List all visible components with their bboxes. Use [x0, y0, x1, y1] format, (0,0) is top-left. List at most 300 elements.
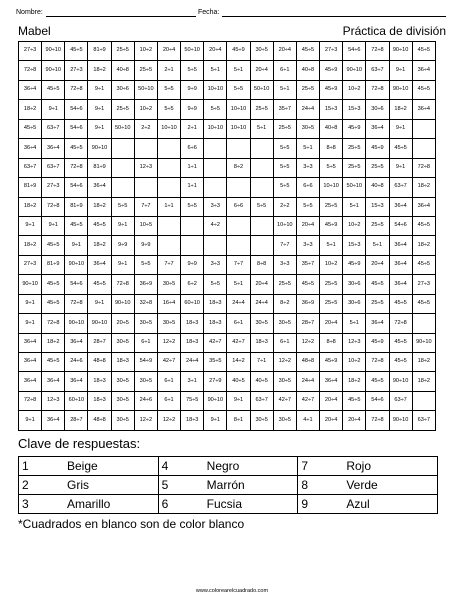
- grid-cell[interactable]: 45÷5: [296, 42, 319, 61]
- grid-cell[interactable]: 10÷2: [320, 255, 343, 274]
- grid-cell[interactable]: 18÷3: [181, 411, 204, 431]
- grid-cell[interactable]: 45÷5: [88, 275, 111, 294]
- grid-cell[interactable]: 36÷4: [412, 61, 435, 80]
- grid-cell[interactable]: 36÷4: [42, 411, 65, 431]
- grid-cell[interactable]: 30÷5: [111, 391, 134, 410]
- grid-cell[interactable]: 36÷4: [320, 372, 343, 391]
- grid-cell[interactable]: [204, 158, 227, 177]
- grid-cell[interactable]: 50÷10: [111, 119, 134, 138]
- grid-cell[interactable]: 5÷5: [273, 158, 296, 177]
- grid-cell[interactable]: 18÷2: [389, 100, 412, 119]
- grid-cell[interactable]: 45÷9: [320, 61, 343, 80]
- grid-cell[interactable]: 32÷8: [134, 294, 157, 313]
- grid-cell[interactable]: 25÷5: [296, 80, 319, 99]
- grid-cell[interactable]: 45÷5: [42, 275, 65, 294]
- grid-cell[interactable]: 40÷5: [250, 372, 273, 391]
- grid-cell[interactable]: 9÷9: [134, 236, 157, 255]
- grid-cell[interactable]: 45÷5: [19, 119, 42, 138]
- grid-cell[interactable]: 18÷2: [412, 372, 435, 391]
- grid-cell[interactable]: 18÷2: [412, 353, 435, 372]
- grid-cell[interactable]: [412, 314, 435, 333]
- grid-cell[interactable]: 60÷10: [181, 294, 204, 313]
- grid-cell[interactable]: 5÷5: [273, 139, 296, 158]
- grid-cell[interactable]: 18÷3: [88, 391, 111, 410]
- grid-cell[interactable]: 27÷9: [204, 372, 227, 391]
- grid-cell[interactable]: 6÷1: [273, 333, 296, 352]
- grid-cell[interactable]: 72÷8: [366, 411, 389, 431]
- grid-cell[interactable]: 75÷5: [181, 391, 204, 410]
- grid-cell[interactable]: 18÷3: [181, 333, 204, 352]
- grid-cell[interactable]: 90÷10: [42, 61, 65, 80]
- grid-cell[interactable]: 45÷5: [42, 353, 65, 372]
- grid-cell[interactable]: 36÷4: [19, 353, 42, 372]
- grid-cell[interactable]: 9÷9: [181, 100, 204, 119]
- grid-cell[interactable]: 90÷10: [389, 372, 412, 391]
- grid-cell[interactable]: 36÷4: [88, 178, 111, 197]
- grid-cell[interactable]: 90÷10: [88, 314, 111, 333]
- grid-cell[interactable]: 35÷5: [204, 353, 227, 372]
- grid-cell[interactable]: 3÷3: [296, 158, 319, 177]
- grid-cell[interactable]: 9÷1: [88, 80, 111, 99]
- grid-cell[interactable]: 60÷10: [65, 391, 88, 410]
- grid-cell[interactable]: 81÷9: [65, 197, 88, 216]
- grid-cell[interactable]: 63÷7: [389, 391, 412, 410]
- grid-cell[interactable]: 25÷5: [250, 100, 273, 119]
- grid-cell[interactable]: 9÷1: [111, 255, 134, 274]
- grid-cell[interactable]: 12÷2: [296, 333, 319, 352]
- grid-cell[interactable]: 18÷2: [88, 61, 111, 80]
- grid-cell[interactable]: 90÷10: [389, 42, 412, 61]
- grid-cell[interactable]: 30÷5: [296, 119, 319, 138]
- grid-cell[interactable]: 90÷10: [412, 333, 435, 352]
- grid-cell[interactable]: 7÷7: [157, 255, 180, 274]
- grid-cell[interactable]: 72÷8: [389, 314, 412, 333]
- grid-cell[interactable]: 72÷8: [65, 294, 88, 313]
- grid-cell[interactable]: 24÷6: [65, 353, 88, 372]
- grid-cell[interactable]: 54÷6: [65, 178, 88, 197]
- grid-cell[interactable]: [412, 139, 435, 158]
- grid-cell[interactable]: 72÷8: [65, 158, 88, 177]
- grid-cell[interactable]: 5÷1: [204, 61, 227, 80]
- grid-cell[interactable]: [157, 158, 180, 177]
- grid-cell[interactable]: 48÷8: [296, 353, 319, 372]
- grid-cell[interactable]: 72÷8: [366, 80, 389, 99]
- grid-cell[interactable]: 36÷4: [88, 255, 111, 274]
- grid-cell[interactable]: [250, 178, 273, 197]
- grid-cell[interactable]: 72÷8: [366, 353, 389, 372]
- grid-cell[interactable]: 10÷10: [204, 119, 227, 138]
- grid-cell[interactable]: 25÷5: [320, 275, 343, 294]
- grid-cell[interactable]: 25÷5: [343, 139, 366, 158]
- grid-cell[interactable]: 9÷1: [88, 294, 111, 313]
- grid-cell[interactable]: 45÷5: [412, 216, 435, 235]
- grid-cell[interactable]: 20÷4: [320, 314, 343, 333]
- grid-cell[interactable]: 30÷5: [273, 314, 296, 333]
- grid-cell[interactable]: 36÷4: [412, 197, 435, 216]
- grid-cell[interactable]: 40÷8: [296, 61, 319, 80]
- grid-cell[interactable]: [227, 178, 250, 197]
- grid-cell[interactable]: 20÷4: [273, 42, 296, 61]
- grid-cell[interactable]: 27÷3: [19, 42, 42, 61]
- grid-cell[interactable]: 10÷2: [134, 100, 157, 119]
- grid-cell[interactable]: 10÷2: [343, 80, 366, 99]
- grid-cell[interactable]: 18÷2: [412, 236, 435, 255]
- grid-cell[interactable]: 4÷1: [296, 411, 319, 431]
- grid-cell[interactable]: 90÷10: [65, 255, 88, 274]
- grid-cell[interactable]: 24÷4: [227, 294, 250, 313]
- grid-cell[interactable]: 15÷3: [343, 100, 366, 119]
- grid-cell[interactable]: 25÷5: [366, 216, 389, 235]
- grid-cell[interactable]: 30÷6: [343, 294, 366, 313]
- grid-cell[interactable]: 36÷4: [366, 314, 389, 333]
- grid-cell[interactable]: 8÷2: [227, 158, 250, 177]
- grid-cell[interactable]: 1÷1: [181, 158, 204, 177]
- grid-cell[interactable]: 72÷8: [42, 197, 65, 216]
- grid-cell[interactable]: 50÷10: [250, 80, 273, 99]
- grid-cell[interactable]: 5÷1: [296, 139, 319, 158]
- grid-cell[interactable]: 45÷5: [389, 353, 412, 372]
- grid-cell[interactable]: 10÷10: [157, 119, 180, 138]
- grid-cell[interactable]: 63÷7: [412, 411, 435, 431]
- grid-cell[interactable]: 81÷9: [42, 255, 65, 274]
- grid-cell[interactable]: 54÷6: [65, 119, 88, 138]
- grid-cell[interactable]: 45÷9: [343, 119, 366, 138]
- grid-cell[interactable]: 5÷1: [227, 275, 250, 294]
- grid-cell[interactable]: 5÷5: [157, 80, 180, 99]
- grid-cell[interactable]: 1÷1: [157, 197, 180, 216]
- grid-cell[interactable]: 18÷2: [42, 333, 65, 352]
- grid-cell[interactable]: 27÷3: [19, 255, 42, 274]
- grid-cell[interactable]: 12÷2: [157, 333, 180, 352]
- grid-cell[interactable]: [134, 139, 157, 158]
- grid-cell[interactable]: 36÷4: [65, 372, 88, 391]
- grid-cell[interactable]: 30÷5: [111, 333, 134, 352]
- grid-cell[interactable]: 45÷5: [412, 294, 435, 313]
- grid-cell[interactable]: [227, 216, 250, 235]
- grid-cell[interactable]: 5÷1: [343, 314, 366, 333]
- grid-cell[interactable]: 5÷5: [157, 100, 180, 119]
- grid-cell[interactable]: 45÷9: [320, 80, 343, 99]
- grid-cell[interactable]: 45÷5: [366, 372, 389, 391]
- grid-cell[interactable]: 5÷5: [204, 100, 227, 119]
- grid-cell[interactable]: 30÷5: [134, 372, 157, 391]
- grid-cell[interactable]: 63÷7: [42, 158, 65, 177]
- grid-cell[interactable]: 36÷4: [389, 236, 412, 255]
- grid-cell[interactable]: 5÷5: [181, 61, 204, 80]
- grid-cell[interactable]: 25÷5: [320, 294, 343, 313]
- grid-cell[interactable]: 9÷1: [19, 411, 42, 431]
- grid-cell[interactable]: 36÷4: [366, 119, 389, 138]
- grid-cell[interactable]: 12÷2: [134, 411, 157, 431]
- grid-cell[interactable]: 48÷8: [88, 353, 111, 372]
- grid-cell[interactable]: 15÷3: [320, 100, 343, 119]
- grid-cell[interactable]: 36÷4: [65, 333, 88, 352]
- grid-cell[interactable]: 50÷10: [343, 178, 366, 197]
- grid-cell[interactable]: 18÷2: [19, 197, 42, 216]
- grid-cell[interactable]: 7÷1: [250, 353, 273, 372]
- grid-cell[interactable]: 10÷10: [227, 100, 250, 119]
- grid-cell[interactable]: 24÷4: [250, 294, 273, 313]
- grid-cell[interactable]: 40÷8: [320, 119, 343, 138]
- grid-cell[interactable]: 12÷3: [134, 158, 157, 177]
- grid-cell[interactable]: [157, 236, 180, 255]
- grid-cell[interactable]: 9÷1: [389, 61, 412, 80]
- grid-cell[interactable]: 25÷5: [273, 119, 296, 138]
- grid-cell[interactable]: 1÷1: [181, 178, 204, 197]
- grid-cell[interactable]: 18÷2: [88, 197, 111, 216]
- grid-cell[interactable]: 45÷5: [412, 255, 435, 274]
- grid-cell[interactable]: 10÷2: [343, 353, 366, 372]
- grid-cell[interactable]: 45÷5: [343, 391, 366, 410]
- grid-cell[interactable]: 18÷3: [250, 333, 273, 352]
- grid-cell[interactable]: 20÷4: [366, 255, 389, 274]
- grid-cell[interactable]: 42÷7: [157, 353, 180, 372]
- grid-cell[interactable]: [157, 178, 180, 197]
- grid-cell[interactable]: 45÷9: [343, 255, 366, 274]
- grid-cell[interactable]: [157, 216, 180, 235]
- grid-cell[interactable]: 4÷2: [204, 216, 227, 235]
- grid-cell[interactable]: 18÷2: [412, 178, 435, 197]
- grid-cell[interactable]: 9÷1: [204, 411, 227, 431]
- grid-cell[interactable]: 18÷2: [19, 100, 42, 119]
- grid-cell[interactable]: 30÷6: [366, 100, 389, 119]
- grid-cell[interactable]: 54÷9: [134, 353, 157, 372]
- grid-cell[interactable]: 10÷10: [320, 178, 343, 197]
- grid-cell[interactable]: 45÷9: [227, 42, 250, 61]
- grid-cell[interactable]: 16÷4: [157, 294, 180, 313]
- grid-cell[interactable]: 40÷8: [366, 178, 389, 197]
- grid-cell[interactable]: 27÷3: [412, 275, 435, 294]
- grid-cell[interactable]: 5÷1: [366, 236, 389, 255]
- grid-cell[interactable]: 5÷1: [320, 236, 343, 255]
- grid-cell[interactable]: 35÷7: [296, 255, 319, 274]
- grid-cell[interactable]: 50÷10: [134, 80, 157, 99]
- grid-cell[interactable]: 2÷2: [134, 119, 157, 138]
- grid-cell[interactable]: 54÷6: [366, 391, 389, 410]
- grid-cell[interactable]: 18÷2: [19, 236, 42, 255]
- grid-cell[interactable]: 20÷4: [343, 411, 366, 431]
- grid-cell[interactable]: 28÷7: [65, 411, 88, 431]
- grid-cell[interactable]: 20÷4: [296, 216, 319, 235]
- grid-cell[interactable]: 63÷7: [250, 391, 273, 410]
- grid-cell[interactable]: 10÷10: [204, 80, 227, 99]
- grid-cell[interactable]: 24÷4: [296, 100, 319, 119]
- grid-cell[interactable]: 54÷6: [65, 275, 88, 294]
- grid-cell[interactable]: 7÷7: [273, 236, 296, 255]
- grid-cell[interactable]: 25÷5: [320, 197, 343, 216]
- grid-cell[interactable]: 12÷3: [343, 333, 366, 352]
- grid-cell[interactable]: [250, 216, 273, 235]
- grid-cell[interactable]: [134, 178, 157, 197]
- grid-cell[interactable]: 8÷8: [320, 139, 343, 158]
- grid-cell[interactable]: 42÷7: [227, 333, 250, 352]
- grid-cell[interactable]: 5÷1: [250, 119, 273, 138]
- name-line[interactable]: [46, 16, 196, 17]
- grid-cell[interactable]: 20÷4: [204, 42, 227, 61]
- grid-cell[interactable]: 9÷1: [389, 119, 412, 138]
- grid-cell[interactable]: 63÷7: [19, 158, 42, 177]
- grid-cell[interactable]: 24÷4: [181, 353, 204, 372]
- grid-cell[interactable]: 36÷4: [389, 275, 412, 294]
- grid-cell[interactable]: 7÷7: [227, 255, 250, 274]
- grid-cell[interactable]: 5÷5: [181, 197, 204, 216]
- grid-cell[interactable]: 18÷3: [111, 353, 134, 372]
- grid-cell[interactable]: 6÷1: [157, 391, 180, 410]
- grid-cell[interactable]: 8÷2: [273, 294, 296, 313]
- grid-cell[interactable]: 12÷3: [42, 391, 65, 410]
- grid-cell[interactable]: 25÷5: [134, 61, 157, 80]
- grid-cell[interactable]: 9÷1: [19, 314, 42, 333]
- grid-cell[interactable]: 54÷6: [343, 42, 366, 61]
- grid-cell[interactable]: 6÷2: [181, 275, 204, 294]
- grid-cell[interactable]: 27÷3: [320, 42, 343, 61]
- grid-cell[interactable]: 3÷3: [273, 255, 296, 274]
- grid-cell[interactable]: 36÷4: [412, 100, 435, 119]
- grid-cell[interactable]: 63÷7: [42, 119, 65, 138]
- grid-cell[interactable]: 90÷10: [65, 314, 88, 333]
- grid-cell[interactable]: 5÷5: [227, 80, 250, 99]
- grid-cell[interactable]: 90÷10: [111, 294, 134, 313]
- grid-cell[interactable]: 5÷5: [134, 255, 157, 274]
- grid-cell[interactable]: 18÷3: [181, 314, 204, 333]
- grid-cell[interactable]: 9÷1: [389, 158, 412, 177]
- grid-cell[interactable]: 18÷3: [204, 314, 227, 333]
- grid-cell[interactable]: 54÷6: [65, 100, 88, 119]
- grid-cell[interactable]: 20÷4: [320, 411, 343, 431]
- grid-cell[interactable]: 45÷5: [42, 236, 65, 255]
- grid-cell[interactable]: 63÷7: [389, 178, 412, 197]
- grid-cell[interactable]: 45÷9: [320, 216, 343, 235]
- grid-cell[interactable]: 40÷5: [227, 372, 250, 391]
- grid-cell[interactable]: 42÷7: [273, 391, 296, 410]
- grid-cell[interactable]: 20÷4: [157, 42, 180, 61]
- grid-cell[interactable]: 40÷8: [111, 61, 134, 80]
- grid-cell[interactable]: 25÷5: [111, 100, 134, 119]
- grid-cell[interactable]: 45÷5: [389, 333, 412, 352]
- grid-cell[interactable]: 30÷5: [111, 372, 134, 391]
- grid-cell[interactable]: 6÷1: [157, 372, 180, 391]
- grid-cell[interactable]: 9÷1: [42, 216, 65, 235]
- grid-cell[interactable]: 81÷9: [88, 42, 111, 61]
- grid-cell[interactable]: 30÷5: [273, 411, 296, 431]
- grid-cell[interactable]: 20÷4: [250, 275, 273, 294]
- grid-cell[interactable]: 45÷5: [412, 80, 435, 99]
- grid-cell[interactable]: 9÷9: [181, 80, 204, 99]
- grid-cell[interactable]: 9÷9: [181, 255, 204, 274]
- grid-cell[interactable]: 8÷8: [320, 333, 343, 352]
- grid-cell[interactable]: 63÷7: [366, 61, 389, 80]
- grid-cell[interactable]: 10÷2: [343, 216, 366, 235]
- grid-cell[interactable]: 36÷4: [19, 80, 42, 99]
- grid-cell[interactable]: 90÷10: [88, 139, 111, 158]
- grid-cell[interactable]: 90÷10: [42, 42, 65, 61]
- grid-cell[interactable]: 45÷5: [42, 294, 65, 313]
- grid-cell[interactable]: 2÷2: [273, 197, 296, 216]
- grid-cell[interactable]: 45÷5: [389, 139, 412, 158]
- grid-cell[interactable]: 3÷3: [296, 236, 319, 255]
- grid-cell[interactable]: 42÷7: [296, 391, 319, 410]
- grid-cell[interactable]: 5÷5: [296, 197, 319, 216]
- grid-cell[interactable]: 15÷3: [366, 197, 389, 216]
- grid-cell[interactable]: 18÷3: [88, 372, 111, 391]
- grid-cell[interactable]: 45÷5: [65, 216, 88, 235]
- grid-cell[interactable]: 30÷5: [273, 372, 296, 391]
- grid-cell[interactable]: 9÷1: [42, 100, 65, 119]
- grid-cell[interactable]: 28÷7: [88, 333, 111, 352]
- grid-cell[interactable]: 18÷3: [204, 294, 227, 313]
- grid-cell[interactable]: 3÷3: [204, 255, 227, 274]
- grid-cell[interactable]: 45÷5: [65, 42, 88, 61]
- grid-cell[interactable]: [204, 236, 227, 255]
- grid-cell[interactable]: 6÷1: [227, 314, 250, 333]
- grid-cell[interactable]: 48÷8: [88, 411, 111, 431]
- grid-cell[interactable]: 30÷5: [157, 275, 180, 294]
- grid-cell[interactable]: 15÷3: [343, 236, 366, 255]
- grid-cell[interactable]: 45÷5: [88, 216, 111, 235]
- grid-cell[interactable]: 27÷3: [42, 178, 65, 197]
- grid-cell[interactable]: 3÷1: [181, 372, 204, 391]
- grid-cell[interactable]: 24÷4: [296, 372, 319, 391]
- grid-cell[interactable]: 6÷1: [134, 333, 157, 352]
- grid-cell[interactable]: 6÷6: [227, 197, 250, 216]
- grid-cell[interactable]: [204, 139, 227, 158]
- grid-cell[interactable]: 81÷9: [19, 178, 42, 197]
- date-line[interactable]: [222, 16, 446, 17]
- grid-cell[interactable]: 50÷10: [181, 42, 204, 61]
- grid-cell[interactable]: 72÷8: [19, 391, 42, 410]
- grid-cell[interactable]: 20÷4: [250, 61, 273, 80]
- grid-cell[interactable]: 10÷2: [134, 42, 157, 61]
- grid-cell[interactable]: 6÷1: [273, 61, 296, 80]
- grid-cell[interactable]: 9÷9: [111, 236, 134, 255]
- grid-cell[interactable]: 25÷5: [111, 42, 134, 61]
- grid-cell[interactable]: 2÷1: [181, 119, 204, 138]
- grid-cell[interactable]: [111, 139, 134, 158]
- grid-cell[interactable]: 20÷4: [320, 391, 343, 410]
- grid-cell[interactable]: 5÷1: [343, 197, 366, 216]
- grid-cell[interactable]: 72÷8: [42, 314, 65, 333]
- grid-cell[interactable]: 36÷4: [19, 372, 42, 391]
- grid-cell[interactable]: 90÷10: [19, 275, 42, 294]
- grid-cell[interactable]: 25÷5: [366, 158, 389, 177]
- grid-cell[interactable]: 36÷4: [42, 139, 65, 158]
- grid-cell[interactable]: 45÷5: [65, 139, 88, 158]
- grid-cell[interactable]: [181, 236, 204, 255]
- grid-cell[interactable]: 12÷2: [273, 353, 296, 372]
- grid-cell[interactable]: 72÷8: [111, 275, 134, 294]
- grid-cell[interactable]: 20÷5: [111, 314, 134, 333]
- grid-cell[interactable]: 5÷5: [250, 197, 273, 216]
- grid-cell[interactable]: 2÷1: [157, 61, 180, 80]
- grid-cell[interactable]: 72÷8: [65, 80, 88, 99]
- grid-cell[interactable]: 90÷10: [389, 80, 412, 99]
- grid-cell[interactable]: 45÷5: [389, 294, 412, 313]
- grid-cell[interactable]: 18÷2: [343, 372, 366, 391]
- grid-cell[interactable]: 9÷1: [88, 100, 111, 119]
- grid-cell[interactable]: 72÷8: [19, 61, 42, 80]
- grid-cell[interactable]: 42÷7: [204, 333, 227, 352]
- grid-cell[interactable]: 6÷6: [181, 139, 204, 158]
- grid-cell[interactable]: 24÷6: [134, 391, 157, 410]
- grid-cell[interactable]: 25÷5: [343, 158, 366, 177]
- grid-cell[interactable]: [412, 119, 435, 138]
- grid-cell[interactable]: 12÷2: [157, 411, 180, 431]
- grid-cell[interactable]: 36÷4: [19, 333, 42, 352]
- grid-cell[interactable]: 72÷8: [412, 158, 435, 177]
- grid-cell[interactable]: 10÷5: [134, 216, 157, 235]
- grid-cell[interactable]: 36÷4: [19, 139, 42, 158]
- grid-cell[interactable]: 45÷5: [42, 80, 65, 99]
